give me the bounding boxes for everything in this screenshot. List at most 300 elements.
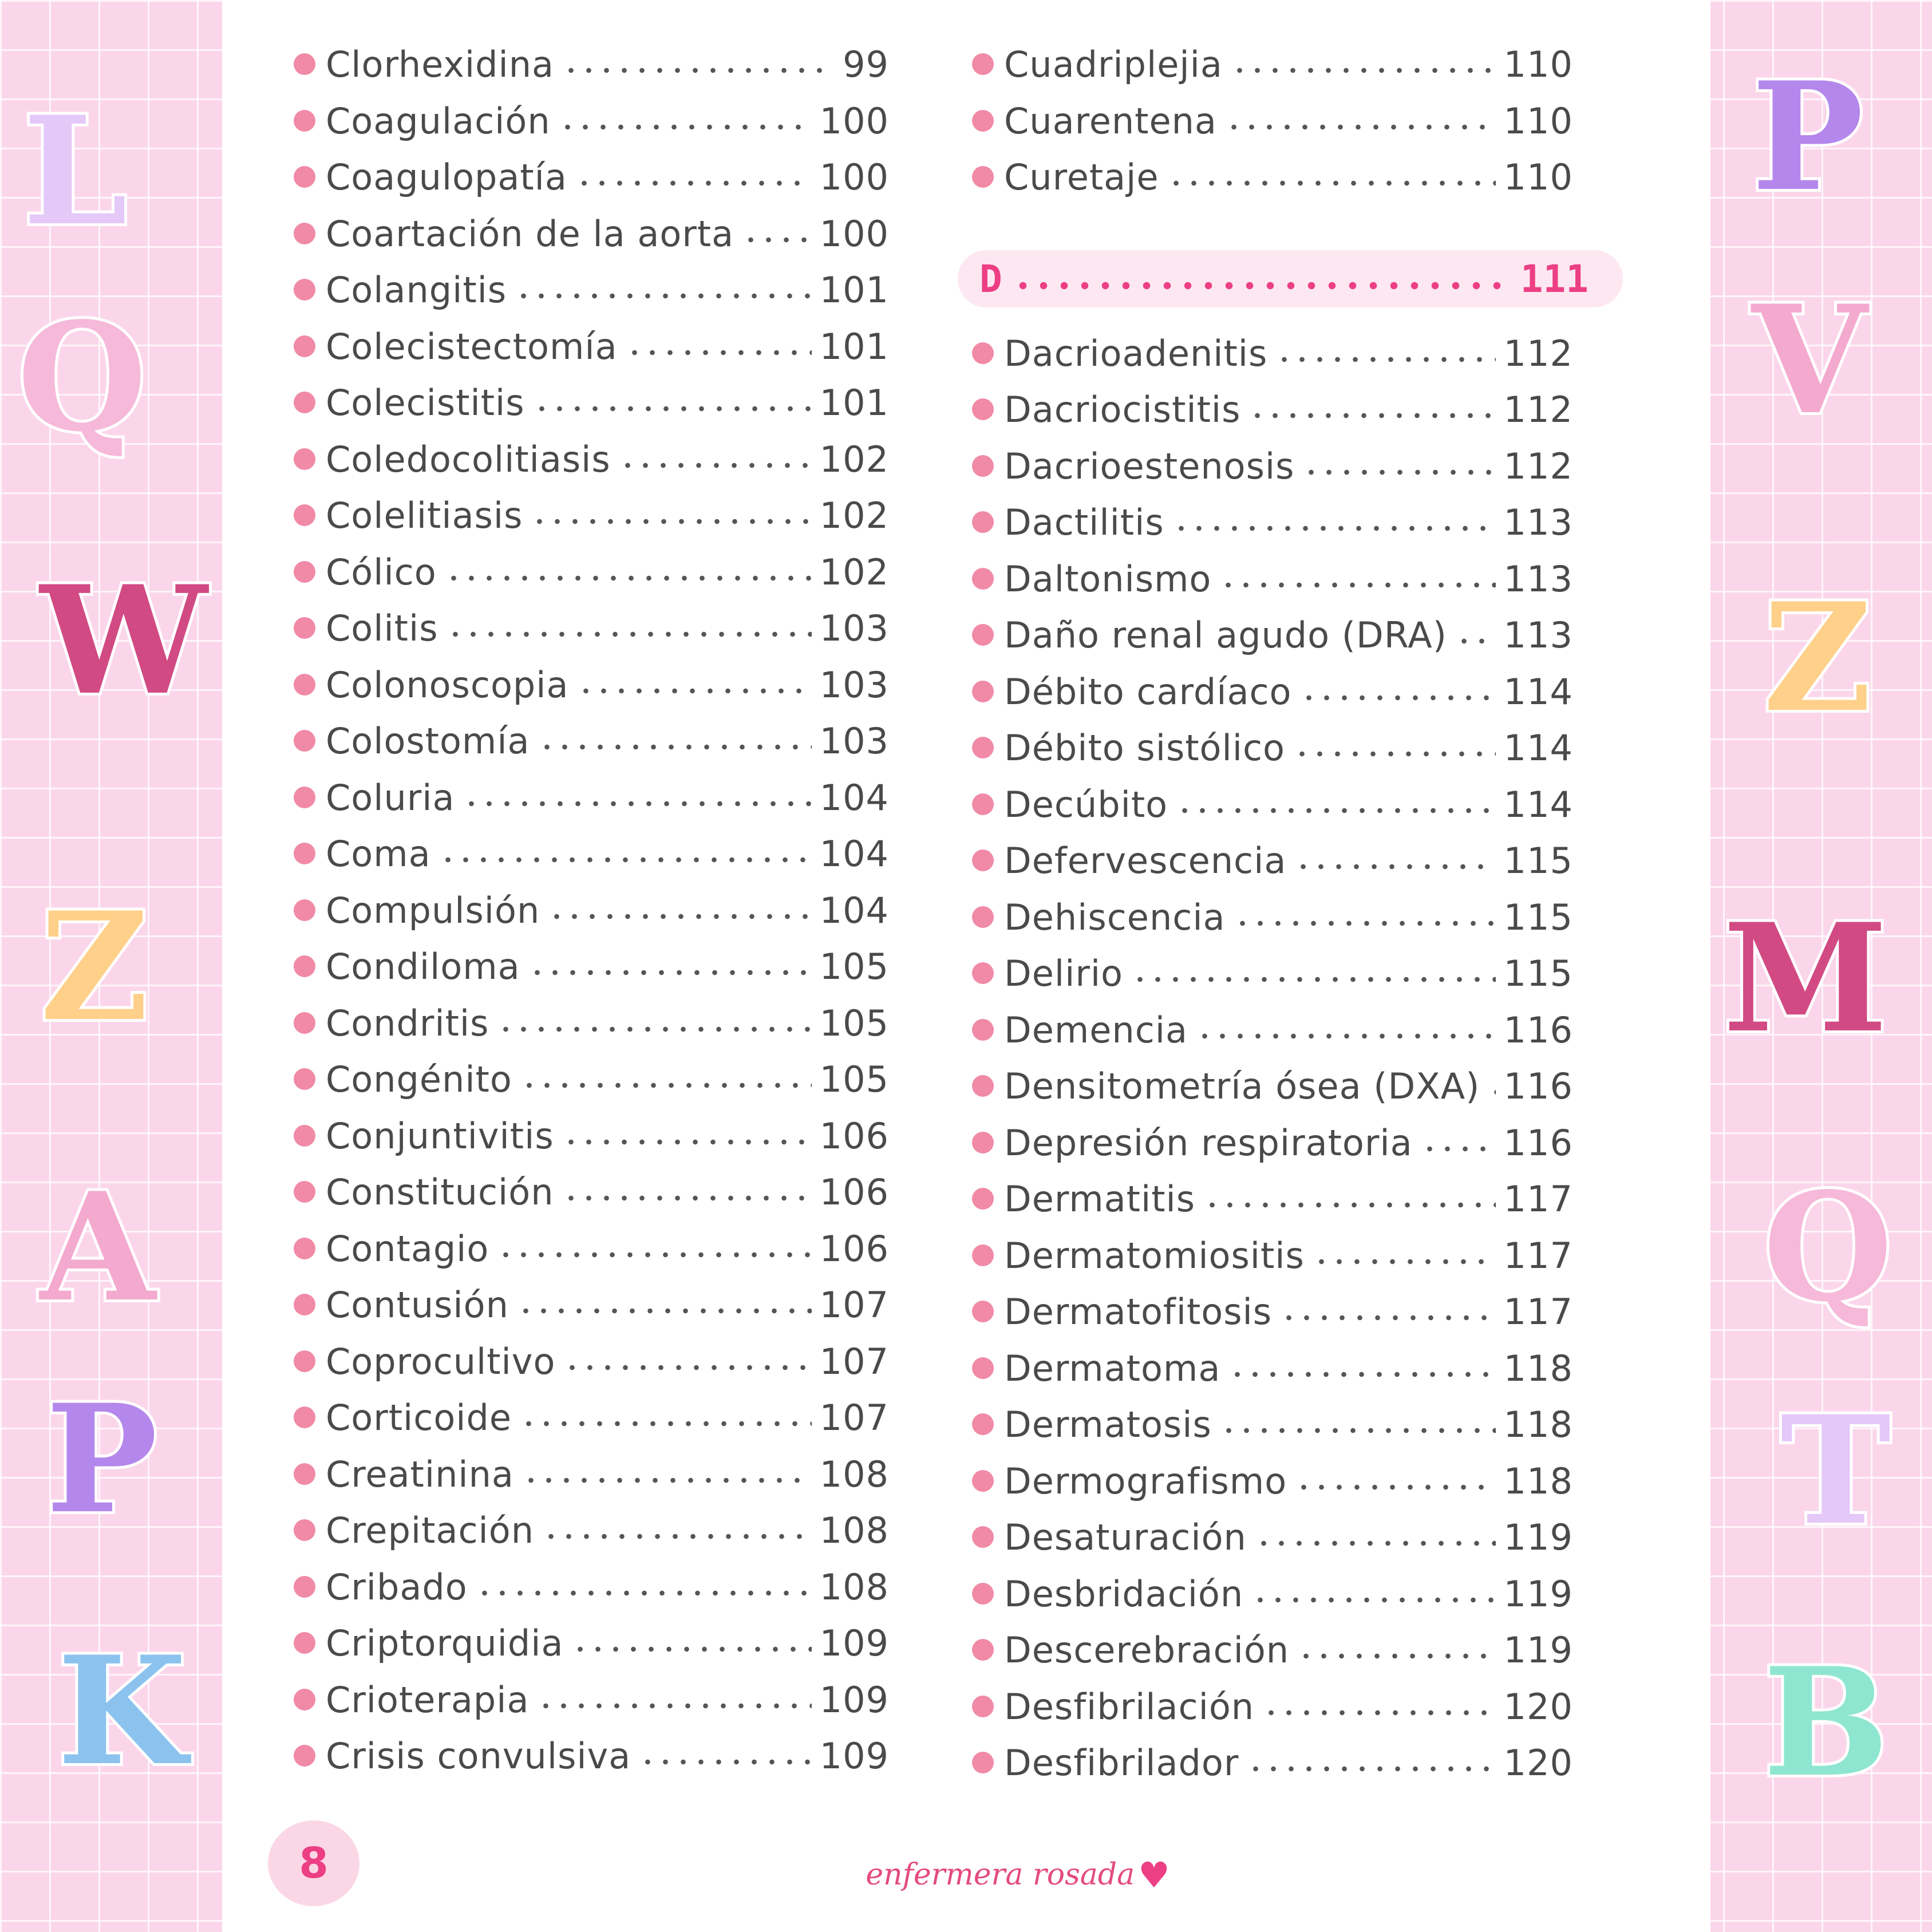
index-entry[interactable] (294, 831, 889, 876)
index-entry[interactable] (294, 1113, 889, 1159)
entry-page: 110 (1503, 43, 1573, 85)
index-entry[interactable] (294, 380, 889, 425)
bullet-icon (294, 730, 315, 752)
index-entry[interactable] (972, 1740, 1573, 1785)
dot-leader (531, 519, 811, 524)
entry-page: 114 (1503, 783, 1573, 825)
dot-leader (742, 237, 812, 243)
entry-term: Corticoide (326, 1396, 512, 1439)
bullet-icon (294, 674, 315, 696)
entry-page: 103 (819, 663, 889, 706)
entry-page: 119 (1503, 1516, 1573, 1558)
entry-page: 119 (1503, 1629, 1573, 1671)
dot-leader (1297, 1653, 1496, 1659)
page-number: 8 (299, 1839, 329, 1888)
decorative-letter-t: T (1780, 1384, 1891, 1558)
dot-leader (445, 575, 812, 581)
entry-term: Condritis (326, 1002, 489, 1044)
dot-leader (1196, 1033, 1496, 1039)
dot-leader (542, 1534, 812, 1539)
decorative-letter-v: V (1752, 273, 1867, 448)
entry-page: 105 (819, 1058, 889, 1100)
dot-leader (533, 406, 812, 412)
index-entry[interactable] (294, 605, 889, 651)
bullet-icon (972, 1244, 994, 1266)
bullet-icon (972, 1526, 994, 1548)
decorative-letter-q-right: Q (1763, 1160, 1893, 1335)
bullet-icon (294, 1689, 315, 1710)
entry-term: Coma (326, 832, 431, 875)
entry-term: Coagulopatía (326, 156, 567, 198)
section-page: 111 (1520, 256, 1589, 301)
entry-term: Colonoscopia (326, 663, 569, 706)
dot-leader (517, 1308, 812, 1314)
dot-leader (626, 350, 812, 355)
entry-term: Colelitiasis (326, 494, 523, 536)
dot-leader (1225, 124, 1496, 130)
entry-term: Cólico (326, 551, 437, 593)
dot-leader (1295, 1484, 1496, 1490)
entry-term: Dacrioadenitis (1004, 332, 1268, 374)
entry-term: Depresión respiratoria (1004, 1121, 1413, 1164)
bullet-icon (294, 1012, 315, 1034)
dot-leader (1172, 526, 1496, 531)
index-entry[interactable] (972, 1401, 1573, 1447)
section-letter: D (979, 256, 1002, 301)
bullet-icon (294, 899, 315, 921)
entry-page: 120 (1503, 1685, 1573, 1728)
dot-leader (1176, 808, 1496, 813)
dot-leader (1313, 1259, 1496, 1265)
entry-term: Dacriocistitis (1004, 388, 1241, 430)
index-entry[interactable] (294, 1226, 889, 1271)
entry-page: 119 (1503, 1573, 1573, 1615)
index-entry[interactable] (294, 1000, 889, 1046)
bullet-icon (972, 1019, 994, 1041)
entry-term: Débito cardíaco (1004, 670, 1292, 713)
dot-leader (1275, 357, 1495, 362)
index-entry[interactable] (972, 837, 1573, 883)
dot-leader (619, 463, 812, 468)
index-entry[interactable] (972, 1007, 1573, 1053)
entry-term: Coagulación (326, 100, 551, 142)
decorative-letter-p: P (46, 1372, 158, 1547)
page-number-badge (268, 1820, 359, 1906)
bullet-icon (972, 1357, 994, 1379)
index-entry[interactable] (972, 1289, 1573, 1334)
entry-page: 116 (1503, 1065, 1573, 1107)
entry-page: 104 (819, 889, 889, 931)
brand-text: enfermera rosada (866, 1858, 1135, 1892)
index-entry[interactable] (294, 887, 889, 933)
dot-leader (1231, 68, 1496, 73)
bullet-icon (294, 1745, 315, 1767)
entry-page: 113 (1503, 614, 1573, 656)
bullet-icon (972, 906, 994, 928)
index-entry[interactable] (294, 1564, 889, 1610)
bullet-icon (294, 1294, 315, 1315)
bullet-icon (294, 1125, 315, 1147)
section-d-header[interactable] (958, 250, 1623, 307)
entry-term: Contagio (326, 1227, 489, 1270)
entry-page: 113 (1503, 501, 1573, 543)
entry-term: Colecistitis (326, 381, 525, 424)
entry-term: Daño renal agudo (DRA) (1004, 614, 1447, 656)
index-entry[interactable] (972, 1232, 1573, 1278)
entry-page: 101 (819, 325, 889, 368)
index-entry[interactable] (294, 98, 889, 144)
bullet-icon (294, 1576, 315, 1598)
decorative-letter-k: K (57, 1624, 187, 1799)
index-entry[interactable] (972, 781, 1573, 827)
dot-leader (1294, 864, 1495, 870)
entry-term: Conjuntivitis (326, 1115, 554, 1157)
entry-term: Criptorquidia (326, 1622, 564, 1664)
index-page (222, 0, 1710, 1932)
dot-leader (528, 970, 812, 975)
bullet-icon (972, 1752, 994, 1773)
index-entry[interactable] (972, 443, 1573, 489)
entry-page: 116 (1503, 1121, 1573, 1164)
entry-page: 112 (1503, 332, 1573, 374)
index-entry[interactable] (972, 499, 1573, 545)
index-entry[interactable] (972, 1458, 1573, 1504)
dot-leader (1013, 282, 1510, 290)
bullet-icon (294, 955, 315, 977)
decorative-letter-a: A (40, 1160, 156, 1335)
entry-page: 120 (1503, 1741, 1573, 1784)
index-entry[interactable] (294, 1282, 889, 1327)
index-entry[interactable] (294, 211, 889, 256)
bullet-icon (972, 1075, 994, 1097)
bullet-icon (972, 511, 994, 533)
entry-page: 100 (819, 156, 889, 198)
entry-page: 109 (819, 1622, 889, 1664)
entry-page: 118 (1503, 1460, 1573, 1502)
entry-term: Dermatoma (1004, 1347, 1221, 1389)
entry-term: Delirio (1004, 952, 1123, 994)
entry-page: 106 (819, 1171, 889, 1213)
bullet-icon (972, 455, 994, 477)
bullet-icon (972, 624, 994, 646)
dot-leader (559, 124, 812, 130)
entry-page: 108 (819, 1566, 889, 1608)
bullet-icon (294, 448, 315, 470)
dot-leader (439, 857, 812, 863)
entry-term: Crioterapia (326, 1678, 530, 1721)
entry-page: 107 (819, 1340, 889, 1382)
bullet-icon (972, 962, 994, 984)
entry-page: 108 (819, 1509, 889, 1551)
bullet-icon (294, 1068, 315, 1090)
index-entry[interactable] (294, 267, 889, 313)
index-entry[interactable] (294, 1451, 889, 1497)
entry-page: 117 (1503, 1234, 1573, 1277)
entry-term: Crepitación (326, 1509, 534, 1551)
entry-term: Desbridación (1004, 1573, 1244, 1615)
bullet-icon (294, 1238, 315, 1259)
dot-leader (476, 1590, 812, 1596)
bullet-icon (294, 1519, 315, 1541)
entry-term: Coledocolitiasis (326, 438, 611, 480)
dot-leader (515, 293, 812, 299)
bullet-icon (972, 1301, 994, 1322)
bullet-icon (294, 787, 315, 808)
index-entry[interactable] (294, 154, 889, 200)
dot-leader (447, 631, 812, 637)
bullet-icon (294, 166, 315, 188)
index-entry[interactable] (294, 492, 889, 538)
entry-term: Defervescencia (1004, 839, 1287, 882)
entry-page: 102 (819, 438, 889, 480)
entry-page: 112 (1503, 445, 1573, 487)
entry-term: Contusión (326, 1283, 509, 1326)
decorative-letter-p-right: P (1752, 50, 1864, 224)
dot-leader (1234, 920, 1496, 926)
entry-term: Desfibrilación (1004, 1685, 1255, 1728)
dot-leader (1249, 413, 1495, 418)
bullet-icon (294, 617, 315, 639)
dot-leader (1300, 695, 1496, 701)
entry-term: Daltonismo (1004, 558, 1212, 600)
decorative-letter-z: Z (40, 880, 149, 1054)
bullet-icon (972, 1413, 994, 1435)
entry-term: Congénito (326, 1058, 512, 1100)
bullet-icon (294, 223, 315, 244)
bullet-icon (972, 793, 994, 815)
bullet-icon (294, 1350, 315, 1372)
entry-term: Cuarentena (1004, 100, 1217, 142)
index-entry[interactable] (972, 330, 1573, 376)
bullet-icon (294, 843, 315, 864)
index-entry[interactable] (294, 549, 889, 595)
entry-term: Condiloma (326, 945, 520, 987)
decorative-letter-l: L (23, 84, 128, 259)
entry-term: Desfibrilador (1004, 1741, 1239, 1784)
entry-page: 114 (1503, 726, 1573, 769)
index-entry[interactable] (294, 718, 889, 764)
bullet-icon (972, 1132, 994, 1153)
dot-leader (1203, 1202, 1496, 1208)
entry-term: Colitis (326, 607, 438, 649)
index-entry[interactable] (294, 662, 889, 708)
entry-page: 108 (819, 1453, 889, 1495)
entry-term: Dactilitis (1004, 501, 1164, 543)
dot-leader (1421, 1146, 1496, 1152)
dot-leader (1220, 1428, 1496, 1433)
entry-page: 112 (1503, 388, 1573, 430)
bullet-icon (294, 1181, 315, 1203)
entry-term: Dermografismo (1004, 1460, 1287, 1502)
bullet-icon (294, 1463, 315, 1485)
entry-page: 110 (1503, 156, 1573, 198)
entry-term: Dacrioestenosis (1004, 445, 1295, 487)
index-entry[interactable] (972, 612, 1573, 658)
dot-leader (1488, 1089, 1495, 1095)
entry-term: Coluria (326, 776, 455, 819)
entry-term: Débito sistólico (1004, 726, 1285, 769)
entry-page: 106 (819, 1227, 889, 1270)
bullet-icon (972, 737, 994, 758)
entry-term: Coartación de la aorta (326, 212, 734, 255)
bullet-icon (972, 681, 994, 702)
dot-leader (571, 1646, 811, 1652)
entry-page: 101 (819, 268, 889, 311)
dot-leader (1131, 977, 1496, 982)
decorative-letter-w: W (40, 554, 207, 728)
index-entry[interactable] (972, 1684, 1573, 1729)
dot-leader (562, 1195, 812, 1201)
index-entry[interactable] (294, 1620, 889, 1666)
entry-term: Demencia (1004, 1009, 1188, 1051)
entry-term: Curetaje (1004, 156, 1159, 198)
index-entry[interactable] (294, 1338, 889, 1384)
dot-leader (1251, 1597, 1496, 1603)
dot-leader (1262, 1710, 1496, 1716)
entry-term: Crisis convulsiva (326, 1735, 631, 1777)
bullet-icon (294, 279, 315, 301)
entry-page: 104 (819, 776, 889, 819)
index-entry[interactable] (294, 1056, 889, 1102)
entry-term: Descerebración (1004, 1629, 1290, 1671)
index-entry[interactable] (294, 943, 889, 989)
index-entry[interactable] (972, 41, 1573, 87)
dot-leader (1247, 1766, 1495, 1772)
bullet-icon (972, 850, 994, 871)
entry-page: 109 (819, 1735, 889, 1777)
entry-term: Dermatitis (1004, 1178, 1196, 1220)
entry-term: Dermatomiositis (1004, 1234, 1305, 1277)
entry-page: 106 (819, 1115, 889, 1157)
bullet-icon (972, 568, 994, 590)
index-entry[interactable] (972, 1120, 1573, 1165)
bullet-icon (972, 1470, 994, 1492)
decorative-letter-q: Q (17, 290, 147, 465)
index-entry[interactable] (294, 1733, 889, 1779)
index-entry[interactable] (972, 950, 1573, 996)
bullet-icon (294, 392, 315, 413)
entry-term: Desaturación (1004, 1516, 1247, 1558)
bullet-icon (294, 53, 315, 75)
index-entry[interactable] (294, 41, 889, 87)
brand-signature (817, 1849, 1218, 1901)
bullet-icon (972, 342, 994, 364)
entry-page: 99 (843, 43, 889, 85)
entry-page: 115 (1503, 952, 1573, 994)
dot-leader (548, 914, 811, 919)
dot-leader (1280, 1315, 1496, 1321)
dot-leader (1167, 180, 1496, 186)
bullet-icon (972, 398, 994, 420)
entry-term: Creatinina (326, 1453, 514, 1495)
index-entry[interactable] (972, 98, 1573, 144)
bullet-icon (294, 504, 315, 526)
entry-page: 107 (819, 1283, 889, 1326)
bullet-icon (972, 110, 994, 132)
entry-page: 109 (819, 1678, 889, 1721)
entry-page: 104 (819, 832, 889, 875)
dot-leader (562, 1139, 812, 1145)
index-entry[interactable] (294, 1394, 889, 1440)
entry-page: 101 (819, 381, 889, 424)
entry-page: 110 (1503, 100, 1573, 142)
index-entry[interactable] (294, 1169, 889, 1215)
bullet-icon (294, 335, 315, 357)
index-entry[interactable] (972, 669, 1573, 714)
bullet-icon (294, 561, 315, 583)
dot-leader (1293, 751, 1496, 757)
bullet-icon (294, 110, 315, 132)
bullet-icon (294, 1632, 315, 1654)
entry-term: Dehiscencia (1004, 896, 1226, 938)
index-entry[interactable] (972, 1063, 1573, 1109)
bullet-icon (972, 1696, 994, 1717)
entry-page: 118 (1503, 1347, 1573, 1389)
index-entry[interactable] (294, 323, 889, 369)
heart-icon: ♥ (1138, 1854, 1170, 1896)
dot-leader (1255, 1540, 1496, 1546)
index-entry[interactable] (972, 1571, 1573, 1617)
entry-term: Dermatofitosis (1004, 1290, 1273, 1333)
entry-term: Dermatosis (1004, 1403, 1212, 1445)
dot-leader (575, 180, 812, 186)
index-entry[interactable] (972, 725, 1573, 771)
dot-leader (497, 1252, 811, 1258)
dot-leader (538, 744, 812, 750)
entry-page: 107 (819, 1396, 889, 1439)
entry-term: Colecistectomía (326, 325, 618, 368)
index-entry[interactable] (972, 894, 1573, 940)
index-entry[interactable] (972, 1627, 1573, 1673)
entry-page: 113 (1503, 558, 1573, 600)
entry-page: 116 (1503, 1009, 1573, 1051)
entry-page: 117 (1503, 1290, 1573, 1333)
entry-term: Colangitis (326, 268, 507, 311)
bullet-icon (972, 1188, 994, 1210)
index-entry[interactable] (972, 154, 1573, 200)
bullet-icon (972, 53, 994, 75)
index-entry[interactable] (294, 436, 889, 482)
bullet-icon (294, 1406, 315, 1428)
index-entry[interactable] (294, 775, 889, 820)
index-entry[interactable] (294, 1677, 889, 1722)
dot-leader (497, 1026, 811, 1032)
bullet-icon (972, 1639, 994, 1661)
index-entry[interactable] (294, 1507, 889, 1553)
entry-page: 105 (819, 945, 889, 987)
dot-leader (520, 1082, 812, 1088)
index-entry[interactable] (972, 1345, 1573, 1391)
entry-term: Decúbito (1004, 783, 1168, 825)
index-entry[interactable] (972, 1176, 1573, 1222)
entry-term: Coprocultivo (326, 1340, 556, 1382)
dot-leader (463, 801, 811, 807)
dot-leader (577, 688, 812, 694)
index-entry[interactable] (972, 556, 1573, 602)
index-entry[interactable] (972, 386, 1573, 432)
dot-leader (562, 68, 835, 73)
dot-leader (1228, 1372, 1495, 1377)
entry-page: 102 (819, 494, 889, 536)
dot-leader (520, 1421, 812, 1427)
entry-page: 115 (1503, 896, 1573, 938)
dot-leader (522, 1477, 812, 1483)
entry-page: 114 (1503, 670, 1573, 713)
dot-leader (639, 1759, 811, 1765)
decorative-letter-b: B (1763, 1635, 1889, 1810)
index-entry[interactable] (972, 1514, 1573, 1560)
entry-page: 102 (819, 551, 889, 593)
